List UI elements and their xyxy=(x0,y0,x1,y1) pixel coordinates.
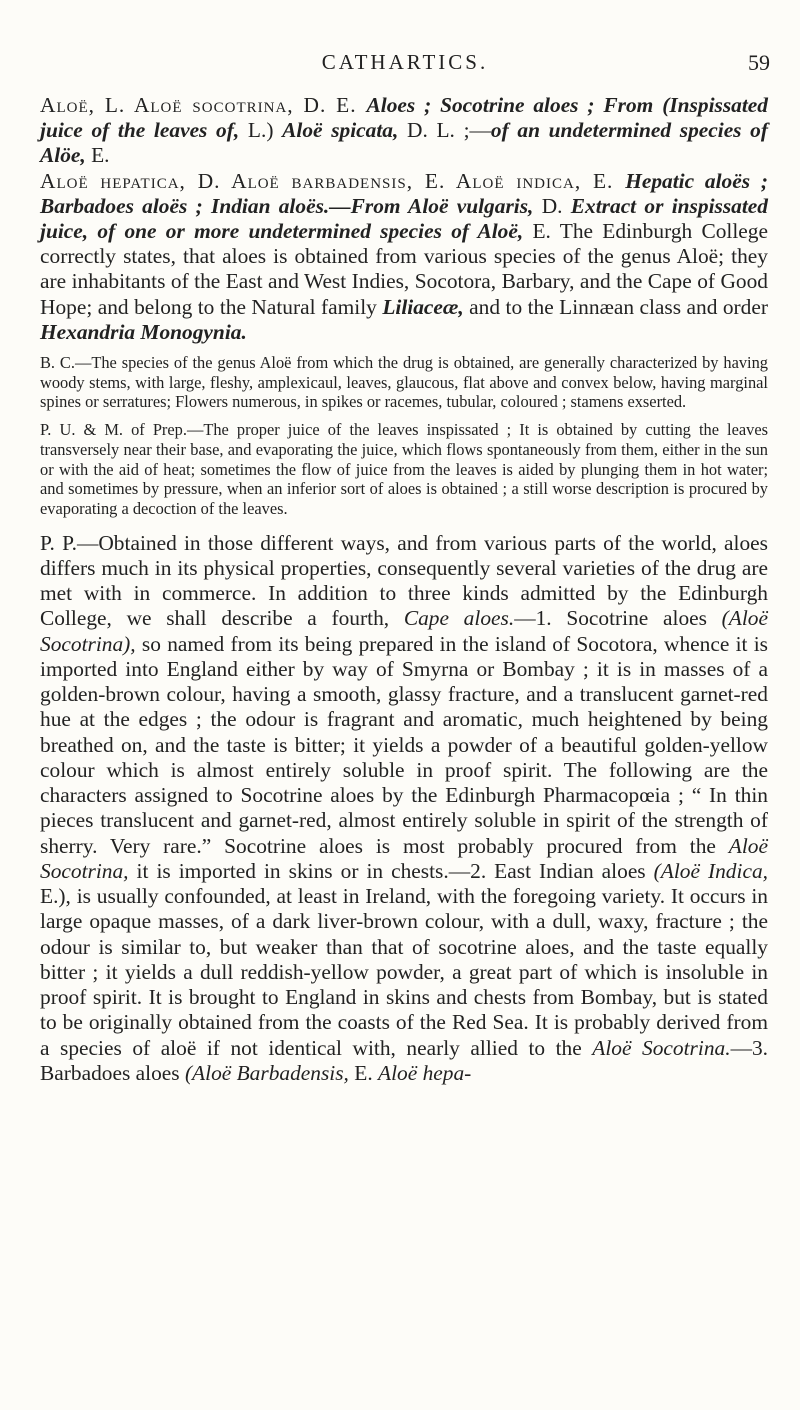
species-name: (Aloë Indica, xyxy=(653,858,768,883)
drug-names-paragraph xyxy=(40,93,768,345)
species-name: Aloë Socotrina. xyxy=(592,1035,731,1060)
authority: E. xyxy=(354,1060,379,1085)
species-name: Aloë hepa- xyxy=(378,1060,472,1085)
class-order-name: Hexandria Monogynia. xyxy=(40,319,247,344)
authority: L.) xyxy=(247,118,283,143)
source-description: of an undetermined species of Alöe, xyxy=(40,118,769,168)
body-text: P. P.—Obtained in those different ways, and from various parts of the world, aloes differs much in its physical properties, consequently several varieties of the drug are met with in commerce. In addition to three kinds admitted by the Edinburgh College, we shall describe a fourth, xyxy=(40,530,768,631)
species-name: Aloë spicata, xyxy=(282,118,408,143)
authority: D. xyxy=(541,193,571,218)
authority: D. L. ;— xyxy=(407,118,491,143)
preparation-paragraph: P. U. & M. of Prep.—The proper juice of the leaves inspissated ; It is obtained by cutting the leaves transversely near their base, and evaporating the juice, which flows spontaneously from them, either in the sun or with the aid of heat; sometimes the flow of juice from the leaves is aided by plunging them in hot water; and sometimes by pressure, when an inferior sort of aloes is obtained ; a still worse description is procured by evaporating a decoction of the leaves. xyxy=(40,420,768,518)
english-names: Aloes ; Socotrine aloes ; From (Inspissated juice of the leaves of, xyxy=(40,93,768,143)
page-body xyxy=(40,93,768,1086)
body-text: —1. Socotrine aloes xyxy=(514,606,722,631)
running-title: CATHARTICS. xyxy=(321,50,489,74)
source-description: Extract or inspissated juice, of one or more undetermined species of Aloë, xyxy=(40,193,768,244)
species-name: (Aloë Barbadensis, xyxy=(184,1060,355,1085)
latin-names: Aloë, L. Aloë socotrina, D. E. xyxy=(40,93,367,117)
running-head xyxy=(40,50,770,80)
body-text: it is imported in skins or in chests.—2. East Indian aloes xyxy=(136,858,654,883)
authority: E. xyxy=(91,143,110,168)
species-name: Aloë Socotrina, xyxy=(40,833,768,883)
page-number: 59 xyxy=(748,50,770,75)
physical-properties-paragraph xyxy=(40,531,768,1087)
body-text: and to the Linnæan class and order xyxy=(469,294,768,319)
variety-name: Cape aloes. xyxy=(403,606,515,631)
body-text: so named from its being prepared in the island of Socotora, whence it is imported into England either by way of Smyrna or Bombay ; it is in masses of a golden-brown colour, having a smooth, glassy fracture, and a translucent garnet-red hue at the edges ; the odour is fragrant and aromatic, much heightened by being breathed on, and the taste is bitter; it yields a powder of a beautiful golden-yellow colour which is almost entirely soluble in proof spirit. The following are the characters assigned to Socotrine aloes by the Edinburgh Pharmacopœia ; “ In thin pieces translucent and garnet-red, almost entirely soluble in spirit of the strength of sherry. Very rare.” Socotrine aloes is most probably procured from the xyxy=(40,631,769,858)
body-text: —3. Barbadoes aloes xyxy=(40,1035,768,1085)
body-text: is usually confounded, at least in Ireland, with the foregoing variety. It occurs in large opaque masses, of a dark liver-brown colour, with a dull, waxy, fracture ; the odour is similar to, but weaker than that of socotrine aloes, and the taste equally bitter ; it yields a dull reddish-yellow powder, a great part of which is insoluble in proof spirit. It is brought to England in skins and chests from Bombay, but is stated to be originally obtained from the coasts of the Red Sea. It is probably derived from a species of aloë if not identical with, nearly allied to the xyxy=(40,884,769,1060)
botanical-characters-paragraph: B. C.—The species of the genus Aloë from which the drug is obtained, are generally characterized by having woody stems, with large, fleshy, amplexicaul, leaves, glaucous, flat above and convex below, having marginal spines or serratures; Flowers numerous, in spikes or racemes, tubular, coloured ; stamens exserted. xyxy=(40,353,768,412)
authority: E.), xyxy=(40,884,77,909)
family-name: Liliaceæ, xyxy=(382,294,470,319)
english-names: Hepatic aloës ; Barbadoes aloës ; Indian aloës.—From Aloë vulgaris, xyxy=(40,168,768,218)
body-text: E. The Edinburgh College correctly states, that aloes is obtained from various species of the genus Aloë; they are inhabitants of the East and West Indies, Socotora, Barbary, and the Cape of Good Hope; and belong to the Natural family xyxy=(40,219,768,319)
species-name: (Aloë Socotrina), xyxy=(40,606,768,656)
latin-names: Aloë hepatica, D. Aloë barbadensis, E. Aloë indica, E. xyxy=(40,168,626,193)
